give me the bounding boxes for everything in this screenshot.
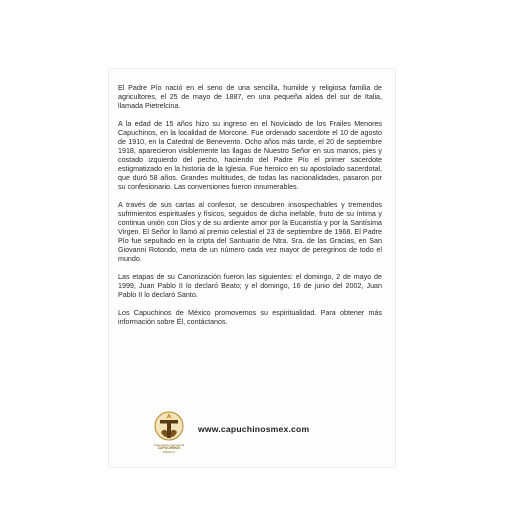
paragraph-contact: Los Capuchinos de México promovemos su espiritualidad. Para obtener más información sobre Él, contáctanos. xyxy=(118,309,382,326)
paragraph-sufferings: A través de sus cartas al confesor, se descubren insospechables y tremendos sufrimientos espirituales y físicos, seguidos de dicha inefable, fruto de su íntima y continua unión con Dios y de su ardiente amor por la Eucaristía y por la Santísima Virgen. El Señor lo llamó al premio celestial el 23 de septiembre de 1968. El Padre Pío fue sepultado en la cripta del Santuario de Ntra. Sra. de las Gracias, en San Giovanni Rotondo, meta de un número cada vez mayor de peregrinos de todo el mundo. xyxy=(118,201,382,263)
paragraph-birth: El Padre Pío nació en el seno de una sencilla, humilde y religiosa familia de agricultores, el 25 de mayo de 1887, en una pequeña aldea del sur de Italia, llamada Pietrelcina. xyxy=(118,84,382,110)
tau-cross-icon xyxy=(152,410,186,444)
footer xyxy=(140,410,380,460)
body-text xyxy=(118,84,382,336)
logo-caption: Federación Capuchina CAPUCHINOS MÉXICO xyxy=(153,443,185,454)
website-link[interactable]: www.capuchinosmex.com xyxy=(198,424,310,434)
paragraph-ordination: A la edad de 15 años hizo su ingreso en el Noviciado de los Frailes Menores Capuchinos, en la localidad de Morcone. Fue ordenado sacerdote el 10 de agosto de 1910, en la Catedral de Benevento. Ocho años más tarde, el 20 de septiembre 1918, aparecieron visiblemente las llagas de Nuestro Señor en sus manos, pies y costado izquierdo del pecho, haciendo del Padre Pío el primer sacerdote estigmatizado en la historia de la Iglesia. Fue heroico en su apostolado sacerdotal, que duró 58 años. Grandes multitudes, de todas las nacionalidades, pasaron por su confesionario. Las conversiones fueron innumerables. xyxy=(118,120,382,191)
paragraph-canonization: Las etapas de su Canonización fueron las siguientes: el domingo, 2 de mayo de 1999, Juan Pablo II lo declaró Beato; y el domingo, 16 de junio del 2002, Juan Pablo II lo declaró Santo. xyxy=(118,273,382,299)
